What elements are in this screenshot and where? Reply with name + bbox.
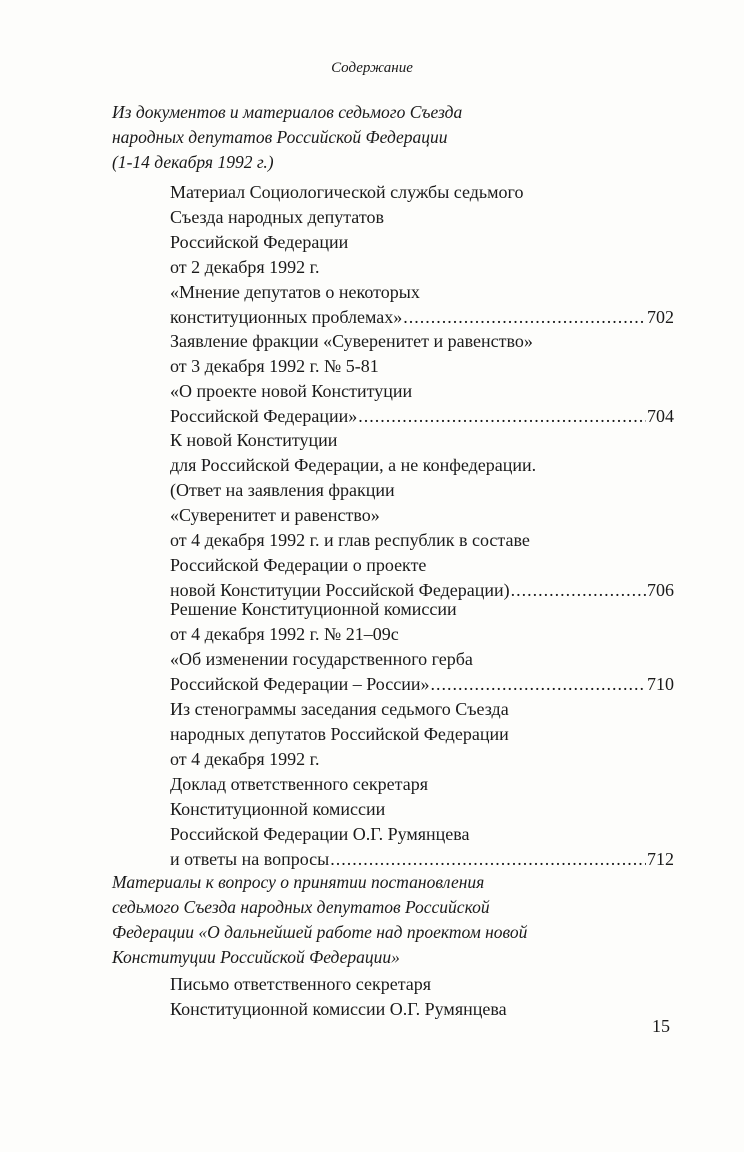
toc-entry-line: и ответы на вопросы — [170, 849, 330, 869]
page-number: 704 — [647, 406, 674, 426]
running-head: Содержание — [331, 60, 413, 76]
section-heading-line: народных депутатов Российской Федерации — [112, 127, 448, 147]
dot-leader — [330, 847, 646, 872]
dot-leader — [403, 305, 646, 330]
toc-entry-last-line — [170, 404, 674, 429]
toc-entry-line: Российской Федерации – России» — [170, 674, 430, 694]
toc-entry-line: Конституционной комиссии О.Г. Румянцева — [170, 999, 507, 1019]
toc-entry-line: «Мнение депутатов о некоторых — [170, 282, 420, 302]
toc-entry-line: от 4 декабря 1992 г. и глав республик в составе — [170, 530, 530, 550]
page-number: 712 — [647, 849, 674, 869]
toc-entry-last-line — [170, 672, 674, 697]
toc-entry-line: Из стенограммы заседания седьмого Съезда — [170, 699, 509, 719]
toc-entry-line: Российской Федерации О.Г. Румянцева — [170, 824, 470, 844]
section-heading-line: Федерации «О дальнейшей работе над проектом новой — [112, 922, 528, 942]
toc-entry-line: от 4 декабря 1992 г. № 21–09с — [170, 624, 399, 644]
toc-entry-line: Российской Федерации» — [170, 406, 358, 426]
toc-entry[interactable] — [170, 597, 674, 697]
toc-entry-line: Съезда народных депутатов — [170, 207, 384, 227]
toc-entry[interactable] — [170, 428, 674, 603]
toc-entry-line: Письмо ответственного секретаря — [170, 974, 432, 994]
toc-entry-line: конституционных проблемах» — [170, 307, 403, 327]
toc-entry[interactable] — [170, 697, 674, 872]
section-heading-line: Конституции Российской Федерации» — [112, 947, 400, 967]
page-number: 710 — [647, 674, 674, 694]
toc-entry-line: Доклад ответственного секретаря — [170, 774, 428, 794]
toc-entry-line: от 2 декабря 1992 г. — [170, 257, 320, 277]
toc-entry-line: Заявление фракции «Суверенитет и равенство» — [170, 331, 533, 351]
section-heading-line: седьмого Съезда народных депутатов Российской — [112, 897, 490, 917]
toc-entry-line: от 4 декабря 1992 г. — [170, 749, 320, 769]
section-heading — [112, 870, 632, 970]
toc-entry-line: для Российской Федерации, а не конфедерации. — [170, 455, 537, 475]
section-heading-line: Материалы к вопросу о принятии постановления — [112, 872, 485, 892]
toc-entry-last-line — [170, 305, 674, 330]
toc-entry[interactable] — [170, 180, 674, 330]
page-number: 702 — [647, 307, 674, 327]
section-heading-line: Из документов и материалов седьмого Съезда — [112, 102, 463, 122]
section-heading-line: (1-14 декабря 1992 г.) — [112, 152, 274, 172]
toc-entry[interactable] — [170, 329, 674, 429]
toc-entry-line: Материал Социологической службы седьмого — [170, 182, 524, 202]
dot-leader — [430, 672, 646, 697]
toc-entry-line: Российской Федерации о проекте — [170, 555, 427, 575]
folio-page-number: 15 — [652, 1016, 670, 1036]
section-heading — [112, 100, 632, 175]
toc-entry-line: Решение Конституционной комиссии — [170, 599, 457, 619]
toc-entry-line: «О проекте новой Конституции — [170, 381, 413, 401]
toc-entry-line: «Об изменении государственного герба — [170, 649, 473, 669]
toc-entry[interactable] — [170, 972, 674, 1022]
toc-entry-line: народных депутатов Российской Федерации — [170, 724, 509, 744]
toc-entry-line: К новой Конституции — [170, 430, 338, 450]
dot-leader — [358, 404, 646, 429]
toc-entry-line: от 3 декабря 1992 г. № 5-81 — [170, 356, 379, 376]
toc-entry-line: (Ответ на заявления фракции — [170, 480, 395, 500]
toc-entry-line: Российской Федерации — [170, 232, 349, 252]
page-number: 706 — [647, 580, 674, 600]
toc-entry-last-line — [170, 847, 674, 872]
toc-entry-line: новой Конституции Российской Федерации) — [170, 580, 510, 600]
toc-entry-line: «Суверенитет и равенство» — [170, 505, 380, 525]
toc-entry-line: Конституционной комиссии — [170, 799, 386, 819]
